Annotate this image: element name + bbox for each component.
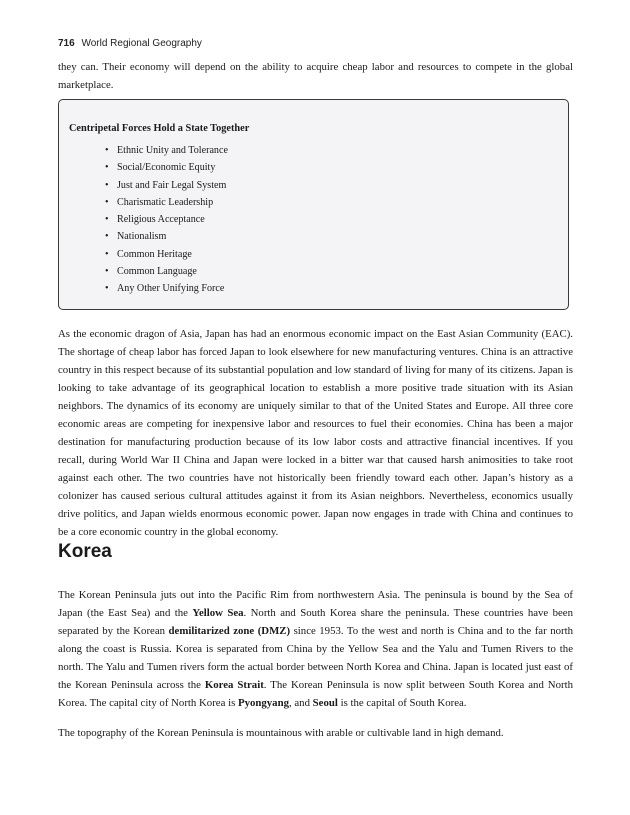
- book-title: World Regional Geography: [81, 38, 202, 49]
- centripetal-forces-box: [58, 99, 569, 310]
- intro-paragraph: they can. Their economy will depend on the ability to acquire cheap labor and resources to compete in the global marketplace.: [58, 61, 573, 91]
- list-item: • Religious Acceptance: [105, 214, 205, 226]
- term-seoul: Seoul: [312, 697, 338, 709]
- list-item: • Nationalism: [105, 231, 167, 243]
- forces-list: [105, 142, 228, 298]
- box-title: Centripetal Forces Hold a State Together: [69, 123, 250, 134]
- list-item: • Any Other Unifying Force: [105, 283, 225, 295]
- list-item: • Charismatic Leadership: [105, 196, 214, 208]
- list-item: • Common Heritage: [105, 248, 192, 260]
- korea-paragraph-2: The topography of the Korean Peninsula is mountainous with arable or cultivable land in high demand.: [58, 727, 504, 739]
- list-item: • Just and Fair Legal System: [105, 179, 227, 191]
- term-korea-strait: Korea Strait: [204, 679, 264, 691]
- section-heading-korea: Korea: [58, 541, 112, 562]
- list-item: • Social/Economic Equity: [105, 162, 216, 174]
- term-dmz: demilitarized zone (DMZ): [168, 625, 291, 637]
- korea-paragraph-1: The Korean Peninsula juts out into the Pacific Rim from northwestern Asia. The peninsula is bound by the Sea of Japan (the East Sea) and the Yellow Sea. North and South Korea share the peninsula. These countries have been separated by the Korean demilitarized zone (DMZ) since 1953. To the west and north is China and to the far north along the coast is Russia. Korea is separated from China by the Yellow Sea and the Yalu and Tumen Rivers to the north. The Yalu and Tumen rivers form the actual border between North Korea and China. Japan is located just east of the Korean Peninsula across the Korea Strait. The Korean Peninsula is now split between South Korea and North Korea. The capital city of North Korea is Pyongyang, and Seoul is the capital of South Korea.: [58, 589, 573, 709]
- term-pyongyang: Pyongyang: [237, 697, 289, 709]
- running-header: [58, 38, 202, 49]
- list-item: • Common Language: [105, 266, 197, 278]
- term-yellow-sea: Yellow Sea: [192, 607, 244, 619]
- list-item: • Ethnic Unity and Tolerance: [105, 145, 228, 156]
- page-number: 716: [58, 38, 75, 49]
- japan-paragraph: As the economic dragon of Asia, Japan has had an enormous economic impact on the East Asian Community (EAC). The shortage of cheap labor has forced Japan to look elsewhere for new manufacturing ventures. China is an attractive country in this respect because of its substantial population and low standard of living for many of its citizens. Japan is looking to take advantage of its geographical location to establish a more positive trade situation with its Asian neighbors. The dynamics of its economy are uniquely similar to that of the United States and Europe. All three core economic areas are competing for inexpensive labor and resources to fuel their economies. China has been a major destination for manufacturing production because of its low labor costs and attractive financial incentives. If you recall, during World War II China and Japan were locked in a bitter war that caused harsh animosities to take root against each other. The two countries have not historically been friendly toward each other. Japan’s history as a colonizer has caused serious cultural attitudes against it from its Asian neighbors. Nevertheless, economics usually drive politics, and Japan wields enormous economic power. Japan now engages in trade with China and continues to be a core economic country in the global economy.: [58, 328, 573, 538]
